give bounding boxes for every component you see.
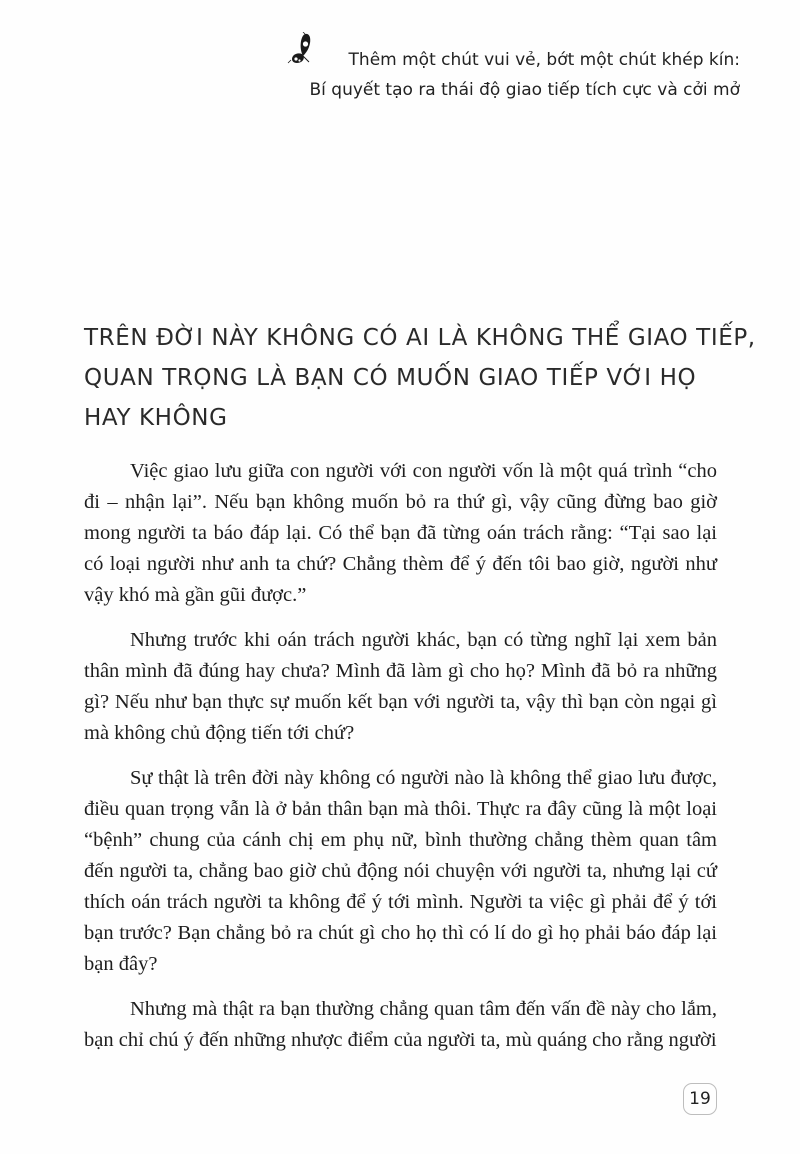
page-number: 19 <box>683 1083 717 1115</box>
paragraph: Nhưng trước khi oán trách người khác, bạn có từng nghĩ lại xem bản thân mình đã đúng hay chưa? Mình đã làm gì cho họ? Mình đã bỏ ra những gì? Nếu như bạn thực sự muốn kết bạn với người ta, vậy thì bạn còn ngại gì mà không chủ động tiến tới chứ? <box>84 629 717 744</box>
section-heading-line: QUAN TRỌNG LÀ BẠN CÓ MUỐN GIAO TIẾP VỚI HỌ <box>84 365 697 391</box>
running-header-line-2: Bí quyết tạo ra thái độ giao tiếp tích cực và cởi mở <box>309 80 740 100</box>
paragraph: Nhưng mà thật ra bạn thường chẳng quan tâm đến vấn đề này cho lắm, bạn chỉ chú ý đến những nhược điểm của người ta, mù quáng cho rằng người <box>84 998 717 1051</box>
paragraph: Sự thật là trên đời này không có người nào là không thể giao lưu được, điều quan trọng vẫn là ở bản thân bạn mà thôi. Thực ra đây cũng là một loại “bệnh” chung của cánh chị em phụ nữ, bình thường chẳng thèm quan tâm đến người ta, chẳng bao giờ chủ động nói chuyện với người ta, nhưng lại cứ thích oán trách người ta không để ý tới mình. Người ta việc gì phải để ý tới bạn trước? Bạn chẳng bỏ ra chút gì cho họ thì có lí do gì họ phải báo đáp lại bạn đây? <box>84 767 717 975</box>
paragraph: Việc giao lưu giữa con người với con người vốn là một quá trình “cho đi – nhận lại”. Nếu bạn không muốn bỏ ra thứ gì, vậy cũng đừng bao giờ mong người ta báo đáp lại. Có thể bạn đã từng oán trách rằng: “Tại sao lại có loại người như anh ta chứ? Chẳng thèm để ý đến tôi bao giờ, người như vậy khó mà gần gũi được.” <box>84 460 717 606</box>
section-heading <box>84 318 756 438</box>
section-heading-line: HAY KHÔNG <box>84 405 228 431</box>
body-text <box>84 456 717 1070</box>
section-heading-line: TRÊN ĐỜI NÀY KHÔNG CÓ AI LÀ KHÔNG THỂ GIAO TIẾP, <box>84 325 756 351</box>
butterfly-icon <box>287 32 319 66</box>
running-header-line-1: Thêm một chút vui vẻ, bớt một chút khép kín: <box>348 50 740 70</box>
